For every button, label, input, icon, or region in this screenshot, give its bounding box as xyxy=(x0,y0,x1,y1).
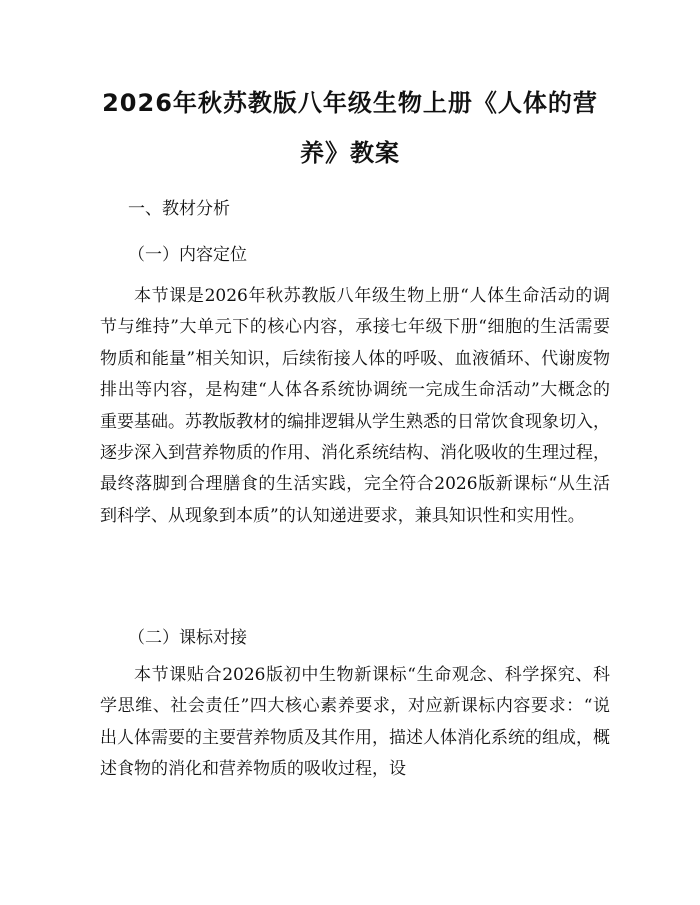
section-heading-textbook-analysis: 一、教材分析 xyxy=(128,199,230,219)
subsection-heading-content-positioning: （一）内容定位 xyxy=(128,245,247,265)
document-title: 2026年秋苏教版八年级生物上册《人体的营养》教案 xyxy=(102,89,598,167)
paragraph-content-positioning: 本节课是2026年秋苏教版八年级生物上册“人体生命活动的调节与维持”大单元下的核心内容，承接七年级下册“细胞的生活需要物质和能量”相关知识，后续衔接人体的呼吸、血液循环、代谢废物排出等内容，是构建“人体各系统协调统一完成生命活动”大概念的重要基础。苏教版教材的编排逻辑从学生熟悉的日常饮食现象切入，逐步深入到营养物质的作用、消化系统结构、消化吸收的生理过程，最终落脚到合理膳食的生活实践，完全符合2026版新课标“从生活到科学、从现象到本质”的认知递进要求，兼具知识性和实用性。 xyxy=(100,286,610,526)
paragraph-curriculum-alignment: 本节课贴合2026版初中生物新课标“生命观念、科学探究、科学思维、社会责任”四大核心素养要求，对应新课标内容要求：“说出人体需要的主要营养物质及其作用，描述人体消化系统的组成，概述食物的消化和营养物质的吸收过程，设 xyxy=(100,665,610,780)
subsection-heading-curriculum-alignment: （二）课标对接 xyxy=(128,628,247,648)
